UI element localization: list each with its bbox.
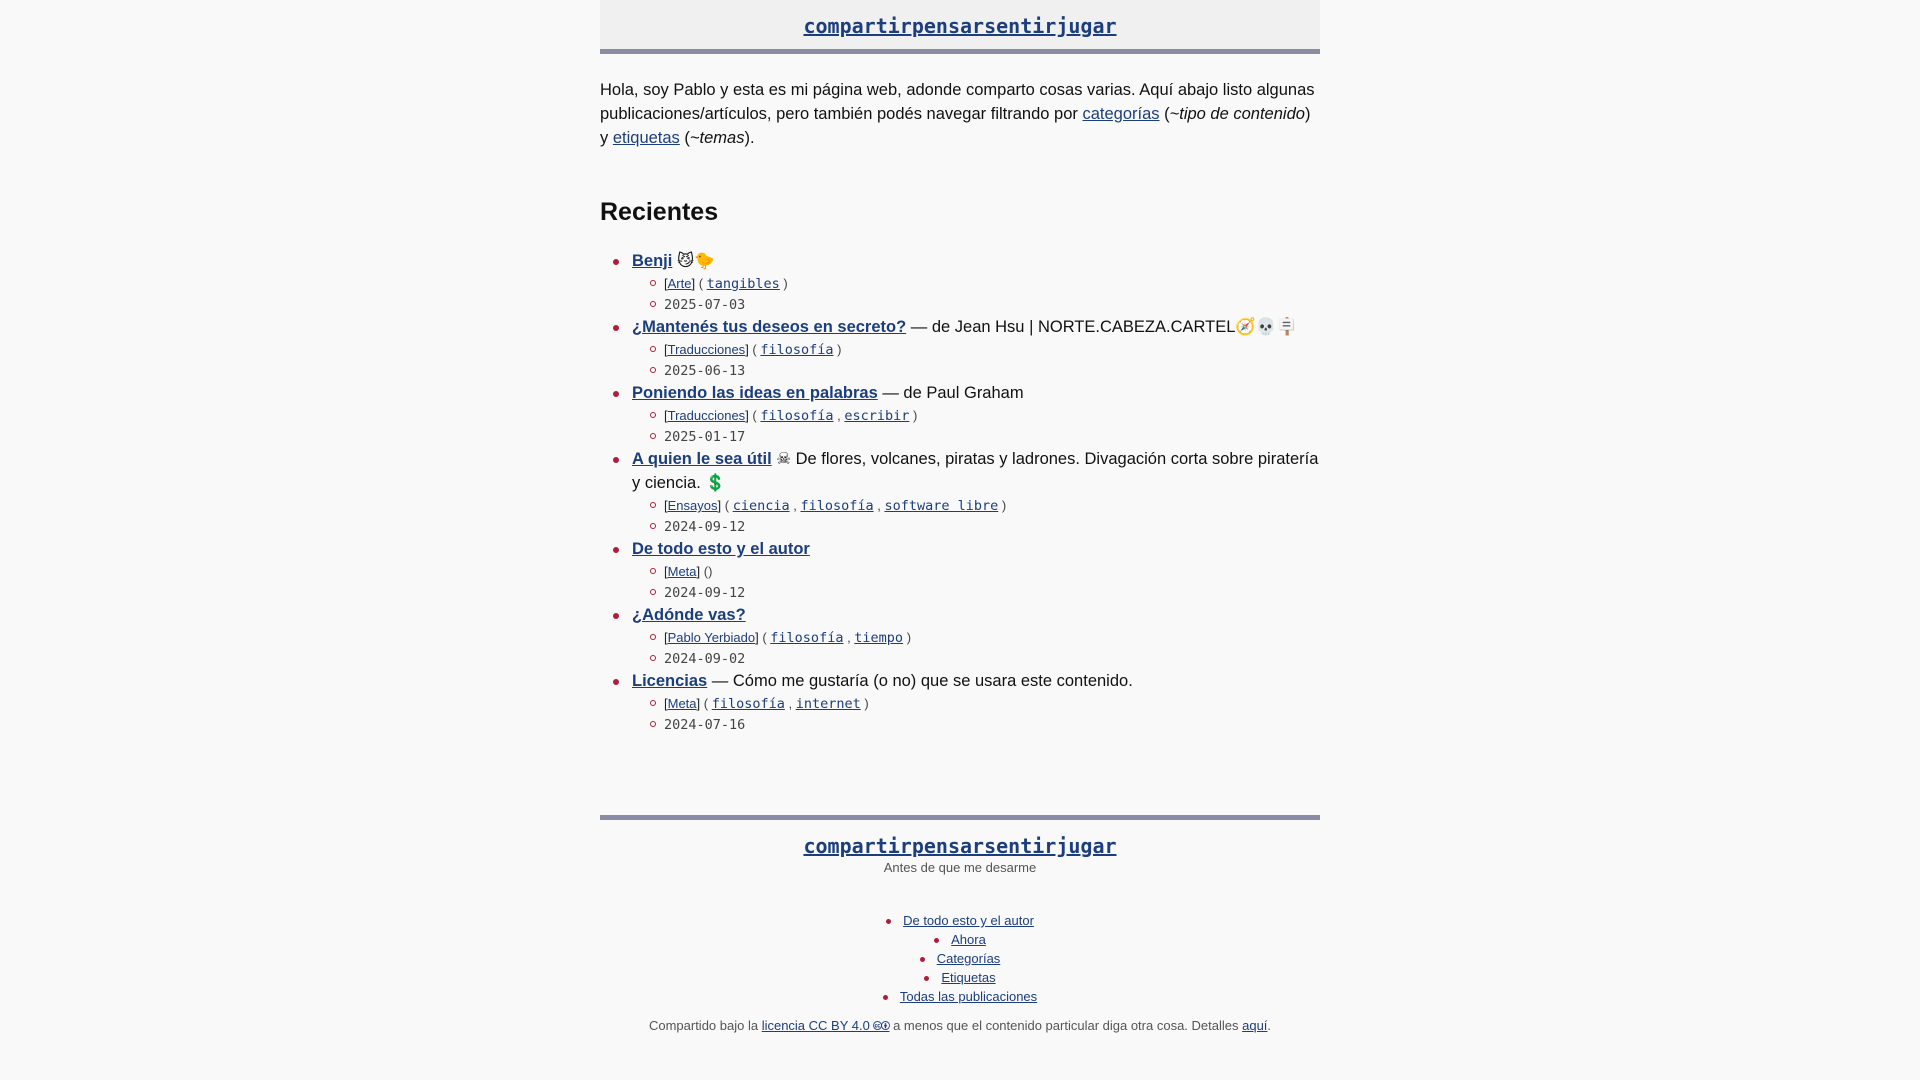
post-date-item <box>664 582 1320 603</box>
post-title-link[interactable]: A quien le sea útil <box>632 450 772 468</box>
tags-link[interactable]: etiquetas <box>612 129 680 147</box>
footer-nav-item <box>600 949 1320 968</box>
site-header <box>600 0 1320 54</box>
post-date: 2024-07-16 <box>664 717 746 733</box>
post-category-link[interactable]: Traducciones <box>667 342 746 357</box>
license-notice <box>600 1018 1320 1034</box>
post-tag-link[interactable]: escribir <box>844 408 910 424</box>
post-description: ☠ De flores, volcanes, piratas y ladrones. Divagación corta sobre piratería y ciencia. 💲 <box>632 450 1319 492</box>
post-category-link[interactable]: Arte <box>667 276 692 291</box>
footer-nav-link[interactable]: Ahora <box>951 932 986 947</box>
post-description: 😼🐤 <box>672 252 715 270</box>
footer-nav <box>600 911 1320 1006</box>
post-title-link[interactable]: Benji <box>632 252 673 270</box>
post-description: — de Jean Hsu | NORTE.CABEZA.CARTEL🧭💀🪧 <box>906 318 1298 336</box>
license-details-link[interactable]: aquí <box>1242 1018 1268 1033</box>
post-tag-link[interactable]: filosofía <box>760 408 834 424</box>
license-text: . <box>1267 1018 1272 1033</box>
post-date: 2025-07-03 <box>664 297 746 313</box>
post-taxonomy: [Ensayos] ( ciencia , filosofía , software libre ) <box>664 495 1320 516</box>
post-description: — Cómo me gustaría (o no) que se usara este contenido. <box>707 672 1133 690</box>
post-item <box>632 381 1320 447</box>
post-meta <box>632 561 1320 603</box>
post-meta <box>632 495 1320 537</box>
footer-site-title-link[interactable]: compartirpensarsentirjugar <box>803 834 1117 858</box>
site-tagline: Antes de que me desarme <box>883 860 1037 875</box>
footer-nav-item <box>600 968 1320 987</box>
post-category-link[interactable]: Pablo Yerbiado <box>667 630 756 645</box>
post-tag-link[interactable]: tiempo <box>854 630 904 646</box>
post-meta <box>632 273 1320 315</box>
post-category-link[interactable]: Ensayos <box>667 498 718 513</box>
post-tag-link[interactable]: filosofía <box>711 696 785 712</box>
recent-posts-list <box>600 249 1320 735</box>
post-tag-link[interactable]: filosofía <box>760 342 834 358</box>
post-category-link[interactable]: Meta <box>667 696 697 711</box>
post-date-item <box>664 516 1320 537</box>
post-date-item <box>664 294 1320 315</box>
post-item <box>632 447 1320 537</box>
post-meta <box>632 405 1320 447</box>
post-date-item <box>664 360 1320 381</box>
main-content <box>600 78 1320 735</box>
post-title-link[interactable]: Poniendo las ideas en palabras <box>632 384 878 402</box>
tags-note: ~temas <box>689 129 745 147</box>
post-taxonomy: [Meta] ( filosofía , internet ) <box>664 693 1320 714</box>
post-date: 2025-01-17 <box>664 429 746 445</box>
post-category-link[interactable]: Meta <box>667 564 697 579</box>
post-taxonomy: [Traducciones] ( filosofía ) <box>664 339 1320 360</box>
post-taxonomy: [Pablo Yerbiado] ( filosofía , tiempo ) <box>664 627 1320 648</box>
license-text: a menos que el contenido particular diga otra cosa. Detalles <box>889 1018 1243 1033</box>
footer-nav-link[interactable]: Etiquetas <box>941 970 996 985</box>
post-description: — de Paul Graham <box>877 384 1024 402</box>
intro-text: Hola, soy Pablo y esta es mi página web, adonde comparto cosas varias. Aquí abajo listo algunas publicaciones/artículos, pero también podés navegar filtrando por <box>600 81 1315 123</box>
intro-text: ). <box>744 129 755 147</box>
post-tag-link[interactable]: filosofía <box>770 630 844 646</box>
post-item <box>632 537 1320 603</box>
post-item <box>632 249 1320 315</box>
post-item <box>632 603 1320 669</box>
post-date: 2024-09-12 <box>664 585 746 601</box>
categories-note: ~tipo de contenido <box>1169 105 1305 123</box>
post-taxonomy: [Arte] ( tangibles ) <box>664 273 1320 294</box>
footer-nav-link[interactable]: Categorías <box>936 951 1001 966</box>
license-link[interactable]: licencia CC BY 4.0 🅭🅯 <box>761 1018 890 1033</box>
intro-text: ( <box>1159 105 1170 123</box>
post-date: 2025-06-13 <box>664 363 746 379</box>
post-title-link[interactable]: ¿Adónde vas? <box>632 606 746 624</box>
post-date-item <box>664 648 1320 669</box>
intro-text: ) y <box>600 105 1311 147</box>
footer-nav-link[interactable]: De todo esto y el autor <box>903 913 1034 928</box>
post-meta <box>632 693 1320 735</box>
site-footer <box>600 815 1320 1034</box>
footer-nav-item <box>600 930 1320 949</box>
site-title-link[interactable]: compartirpensarsentirjugar <box>803 14 1117 38</box>
post-title-link[interactable]: De todo esto y el autor <box>632 540 810 558</box>
footer-nav-item <box>600 987 1320 1006</box>
post-meta <box>632 627 1320 669</box>
post-tag-link[interactable]: software libre <box>884 498 999 514</box>
post-title-link[interactable]: Licencias <box>632 672 708 690</box>
post-tag-link[interactable]: filosofía <box>800 498 874 514</box>
footer-nav-link[interactable]: Todas las publicaciones <box>899 989 1038 1004</box>
post-tag-link[interactable]: internet <box>795 696 861 712</box>
post-tag-link[interactable]: tangibles <box>706 276 780 292</box>
license-text: Compartido bajo la <box>648 1018 762 1033</box>
post-category-link[interactable]: Traducciones <box>667 408 746 423</box>
categories-link[interactable]: categorías <box>1082 105 1160 123</box>
post-item <box>632 315 1320 381</box>
post-date-item <box>664 426 1320 447</box>
post-date: 2024-09-02 <box>664 651 746 667</box>
intro-text: ( <box>679 129 690 147</box>
post-taxonomy: [Meta] () <box>664 561 1320 582</box>
footer-nav-item <box>600 911 1320 930</box>
post-tag-link[interactable]: ciencia <box>732 498 790 514</box>
intro-paragraph <box>600 78 1320 150</box>
post-title-link[interactable]: ¿Mantenés tus deseos en secreto? <box>632 318 907 336</box>
post-date: 2024-09-12 <box>664 519 746 535</box>
post-date-item <box>664 714 1320 735</box>
post-taxonomy: [Traducciones] ( filosofía , escribir ) <box>664 405 1320 426</box>
recent-heading: Recientes <box>600 198 719 226</box>
post-meta <box>632 339 1320 381</box>
post-item <box>632 669 1320 735</box>
